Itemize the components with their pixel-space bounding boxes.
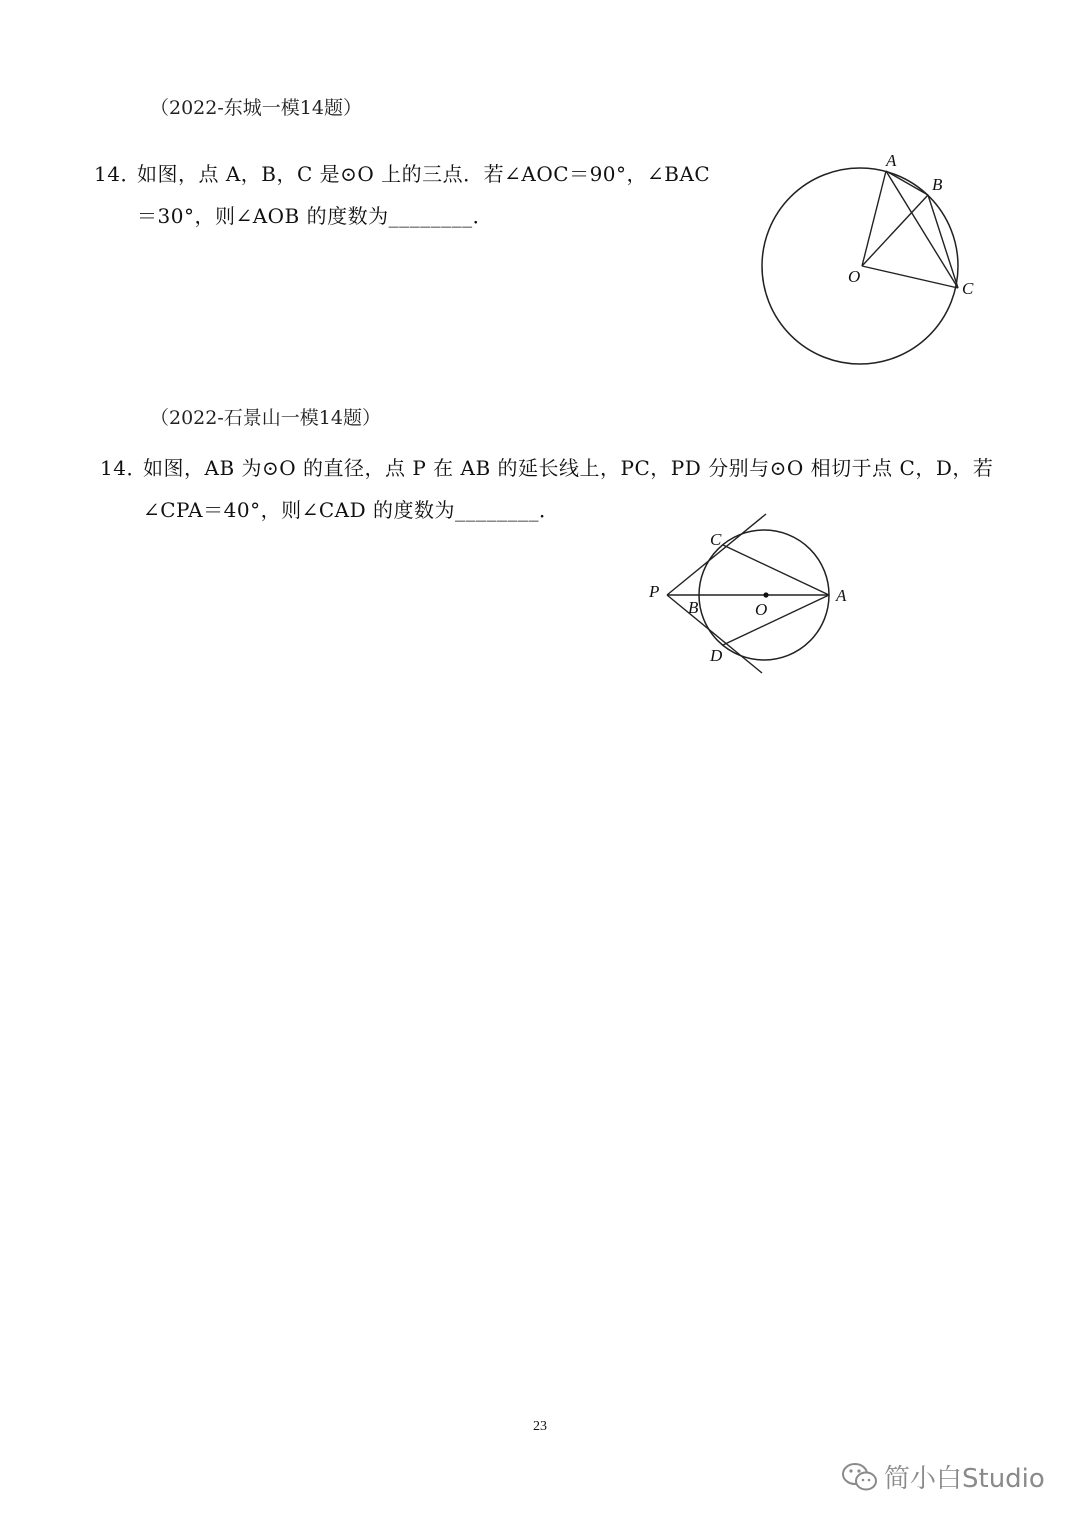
label-b: B bbox=[932, 175, 943, 194]
q2-source: （2022-石景山一模14题） bbox=[150, 407, 381, 429]
q1-circle-figure bbox=[740, 140, 1000, 380]
segment-ab bbox=[886, 171, 928, 195]
q2-number: 14． bbox=[100, 456, 147, 480]
q2-line2: ∠CPA＝40°，则∠CAD 的度数为________． bbox=[143, 498, 560, 522]
q1-line1: 如图，点 A，B，C 是⊙O 上的三点．若∠AOC＝90°，∠BAC bbox=[137, 162, 711, 186]
watermark-text: 简小白Studio bbox=[884, 1464, 1045, 1494]
page-number: 23 bbox=[533, 1419, 547, 1434]
label-a: A bbox=[886, 151, 897, 170]
segment-ob bbox=[862, 195, 928, 266]
segment-bc bbox=[928, 195, 958, 288]
label-o: O bbox=[848, 267, 861, 286]
watermark bbox=[840, 1458, 1045, 1495]
q1-line2: ＝30°，则∠AOB 的度数为________． bbox=[137, 204, 494, 228]
tangent-pc bbox=[667, 514, 766, 595]
q2-tangent-figure bbox=[630, 505, 870, 690]
q2-line1: 如图，AB 为⊙O 的直径，点 P 在 AB 的延长线上，PC，PD 分别与⊙O 相切于点 C，D，若 bbox=[143, 456, 994, 480]
label-a: A bbox=[836, 586, 847, 605]
label-c: C bbox=[962, 279, 974, 298]
wechat-icon bbox=[840, 1460, 880, 1494]
label-p: P bbox=[649, 582, 660, 601]
segment-oc bbox=[862, 266, 958, 288]
q1-source: （2022-东城一模14题） bbox=[150, 97, 362, 119]
q1-number: 14． bbox=[94, 162, 141, 186]
label-o: O bbox=[755, 600, 768, 619]
segment-oa bbox=[862, 171, 886, 266]
label-c: C bbox=[710, 530, 722, 549]
center-dot bbox=[763, 592, 768, 597]
label-d: D bbox=[710, 646, 723, 665]
label-b: B bbox=[688, 598, 699, 617]
